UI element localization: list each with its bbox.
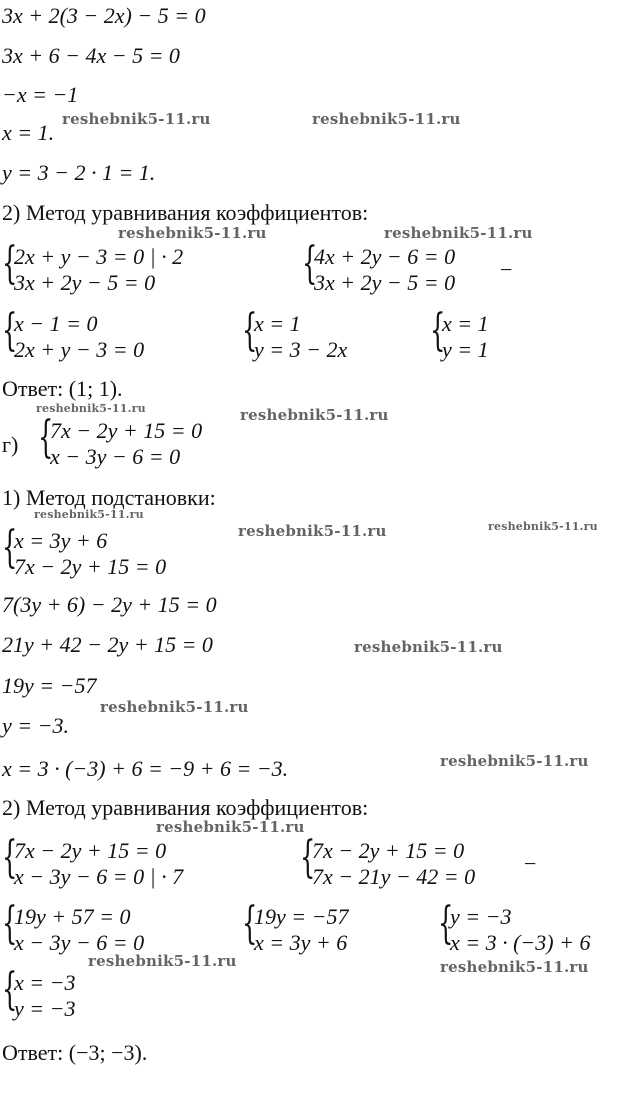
system-row: y = 1 bbox=[442, 337, 489, 362]
watermark: reshebnik5-11.ru bbox=[440, 958, 589, 976]
system-row: 7x − 21y − 42 = 0 bbox=[312, 864, 476, 889]
system-row: 2x + y − 3 = 0 | · 2 bbox=[14, 244, 184, 269]
brace-icon: { bbox=[2, 832, 18, 883]
method-heading: 2) Метод уравнивания коэффициентов: bbox=[2, 200, 369, 225]
system-row: x − 3y − 6 = 0 bbox=[14, 930, 145, 955]
system-row: 2x + y − 3 = 0 bbox=[14, 337, 145, 362]
equation-line: 7(3y + 6) − 2y + 15 = 0 bbox=[2, 592, 217, 617]
subtract-sign: − bbox=[500, 257, 513, 282]
system-row: x = 1 bbox=[254, 311, 301, 336]
equation-line: −x = −1 bbox=[2, 82, 79, 107]
equation-line: y = 3 − 2 · 1 = 1. bbox=[2, 160, 156, 185]
watermark: reshebnik5-11.ru bbox=[100, 698, 249, 716]
method-heading: 1) Метод подстановки: bbox=[2, 485, 216, 510]
system-row: x = 3y + 6 bbox=[254, 930, 348, 955]
system-row: x = 3y + 6 bbox=[14, 528, 108, 553]
part-label: г) bbox=[2, 432, 19, 457]
equation-line: 3x + 6 − 4x − 5 = 0 bbox=[2, 43, 180, 68]
system-row: y = 3 − 2x bbox=[254, 337, 348, 362]
watermark: reshebnik5-11.ru bbox=[62, 110, 211, 128]
system-row: 4x + 2y − 6 = 0 bbox=[314, 244, 456, 269]
method-heading: 2) Метод уравнивания коэффициентов: bbox=[2, 795, 369, 820]
watermark: reshebnik5-11.ru bbox=[488, 520, 598, 533]
brace-icon: { bbox=[38, 412, 54, 463]
watermark: reshebnik5-11.ru bbox=[238, 522, 387, 540]
watermark: reshebnik5-11.ru bbox=[312, 110, 461, 128]
watermark: reshebnik5-11.ru bbox=[440, 752, 589, 770]
system-row: x = −3 bbox=[14, 970, 76, 995]
system-row: x = 3 · (−3) + 6 bbox=[450, 930, 591, 955]
watermark: reshebnik5-11.ru bbox=[34, 508, 144, 521]
brace-icon: { bbox=[2, 305, 18, 356]
brace-icon: { bbox=[242, 898, 258, 949]
system-row: x − 3y − 6 = 0 | · 7 bbox=[14, 864, 184, 889]
brace-icon: { bbox=[242, 305, 258, 356]
system-row: y = −3 bbox=[450, 904, 512, 929]
system-row: 7x − 2y + 15 = 0 bbox=[14, 838, 167, 863]
brace-icon: { bbox=[2, 522, 18, 573]
equation-line: x = 1. bbox=[2, 120, 55, 145]
brace-icon: { bbox=[302, 238, 318, 289]
watermark: reshebnik5-11.ru bbox=[354, 638, 503, 656]
equation-line: x = 3 · (−3) + 6 = −9 + 6 = −3. bbox=[2, 756, 289, 781]
brace-icon: { bbox=[2, 898, 18, 949]
equation-line: 21y + 42 − 2y + 15 = 0 bbox=[2, 632, 213, 657]
brace-icon: { bbox=[2, 238, 18, 289]
watermark: reshebnik5-11.ru bbox=[36, 402, 146, 415]
equation-line: 3x + 2(3 − 2x) − 5 = 0 bbox=[2, 3, 206, 28]
system-row: 3x + 2y − 5 = 0 bbox=[14, 270, 156, 295]
watermark: reshebnik5-11.ru bbox=[156, 818, 305, 836]
system-row: x − 3y − 6 = 0 bbox=[50, 444, 181, 469]
system-row: 19y = −57 bbox=[254, 904, 349, 929]
equation-line: y = −3. bbox=[2, 713, 69, 738]
watermark: reshebnik5-11.ru bbox=[88, 952, 237, 970]
answer-line: Ответ: (1; 1). bbox=[2, 376, 123, 401]
system-row: x = 1 bbox=[442, 311, 489, 336]
system-row: 7x − 2y + 15 = 0 bbox=[50, 418, 203, 443]
brace-icon: { bbox=[300, 832, 316, 883]
subtract-sign: − bbox=[524, 851, 537, 876]
answer-line: Ответ: (−3; −3). bbox=[2, 1040, 148, 1065]
system-row: 3x + 2y − 5 = 0 bbox=[314, 270, 456, 295]
watermark: reshebnik5-11.ru bbox=[118, 224, 267, 242]
brace-icon: { bbox=[438, 898, 454, 949]
brace-icon: { bbox=[2, 964, 18, 1015]
system-row: 7x − 2y + 15 = 0 bbox=[312, 838, 465, 863]
equation-line: 19y = −57 bbox=[2, 673, 97, 698]
system-row: x − 1 = 0 bbox=[14, 311, 98, 336]
system-row: y = −3 bbox=[14, 996, 76, 1021]
watermark: reshebnik5-11.ru bbox=[384, 224, 533, 242]
brace-icon: { bbox=[430, 305, 446, 356]
watermark: reshebnik5-11.ru bbox=[240, 406, 389, 424]
system-row: 7x − 2y + 15 = 0 bbox=[14, 554, 167, 579]
system-row: 19y + 57 = 0 bbox=[14, 904, 131, 929]
